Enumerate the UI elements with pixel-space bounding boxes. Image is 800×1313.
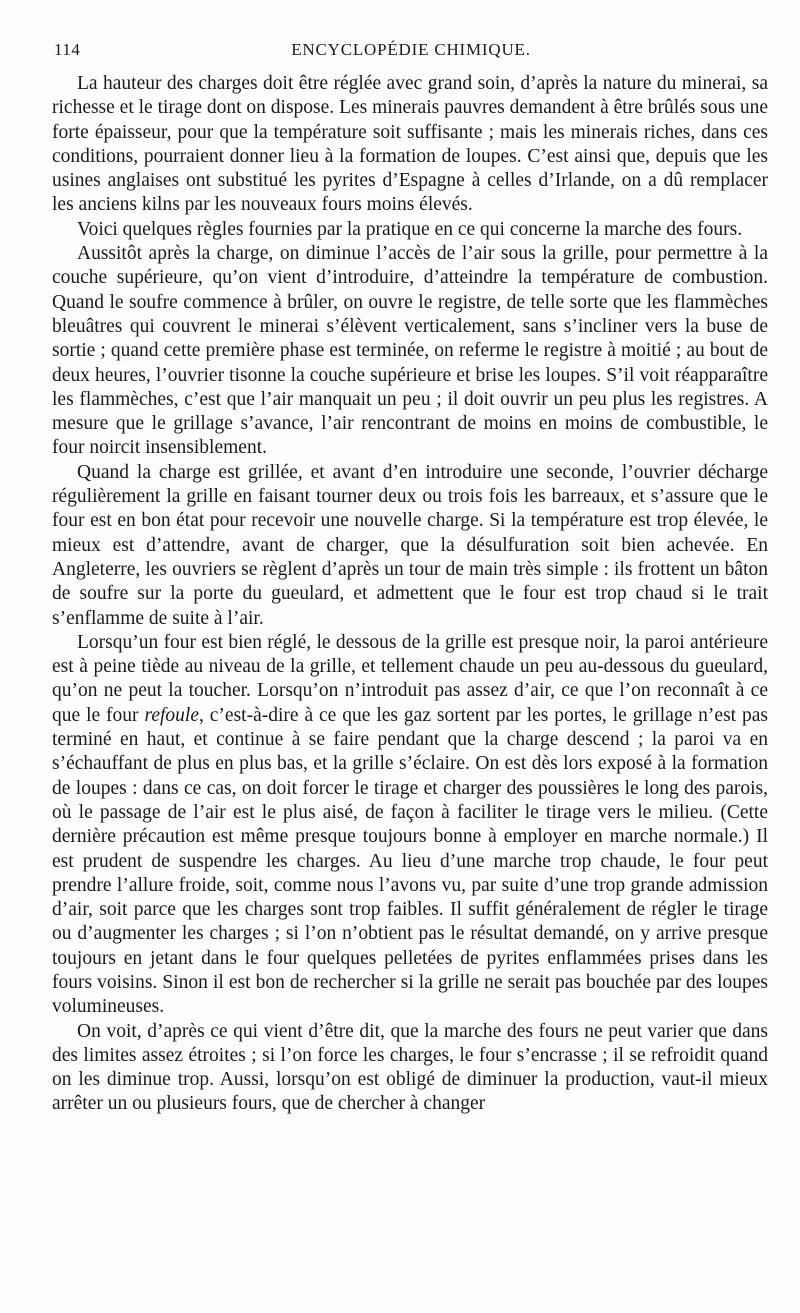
paragraph-after-charge: Aussitôt après la charge, on diminue l’accès de l’air sous la grille, pour permettre à la couche supérieure, qu’on vient d’introduire, d’atteindre la température de combustion. Quand le soufre commence à brûler, on ouvre le registre, de telle sorte que les flammèches bleuâtres qui couvrent le minerai s’élèvent verticalement, sans s’incliner vers la buse de sortie ; quand cette première phase est terminée, on referme le registre à moitié ; au bout de deux heures, l’ouvrier tisonne la couche supérieure et brise les loupes. S’il voit réapparaître les flammèches, c’est que l’air manquait un peu ; il doit ouvrir un peu plus les registres. A mesure que le grillage s’avance, l’air rencontrant de moins en moins de combustible, le four noircit insensiblement. xyxy=(52,243,768,459)
page-number: 114 xyxy=(54,40,81,59)
body-text xyxy=(52,72,768,1117)
italic-term-refoule: refoule xyxy=(144,704,199,726)
paragraph-charge-height: La hauteur des charges doit être réglée avec grand soin, d’après la nature du minerai, sa richesse et le tirage dont on dispose. Les minerais pauvres demandent à être brûlés sous une forte épaisseur, pour que la température soit suffisante ; mais les minerais riches, dans ces conditions, pourraient donner lieu à la formation de loupes. C’est ainsi que, depuis que les usines anglaises ont substitué les pyrites d’Espagne à celles d’Irlande, on a dû remplacer les anciens kilns par les nouveaux fours moins élevés. xyxy=(52,73,768,216)
paragraph-well-regulated-furnace xyxy=(52,631,768,1020)
paragraph-text-after-italic: , c’est-à-dire à ce que les gaz sortent par les portes, le grillage n’est pas terminé en haut, et continue à se faire pendant que la charge descend ; la paroi va en s’échauffant de plus en plus bas, et la grille s’éclaire. On est dès lors exposé à la formation de loupes : dans ce cas, on doit forcer le tirage et charger des poussières le long des parois, où le passage de l’air est le plus aisé, de façon à faciliter le tirage vers le milieu. (Cette dernière précaution est même presque toujours bonne à employer en marche normale.) Il est prudent de suspendre les charges. Au lieu d’une marche trop chaude, le four peut prendre l’allure froide, soit, comme nous l’avons vu, par suite d’une trop grande admission d’air, soit parce que les charges sont trop faibles. Il suffit généralement de régler le tirage ou d’augmenter les charges ; si l’on n’obtient pas le résultat demandé, on y arrive presque toujours en jetant dans le four quelques pelletées de pyrites enflammées prises dans les fours voisins. Sinon il est bon de rechercher si la grille ne serait pas bouchée par des loupes volumineuses. xyxy=(52,704,768,1018)
paragraph-rules-intro: Voici quelques règles fournies par la pratique en ce qui concerne la marche des fours. xyxy=(77,218,743,240)
running-title: ENCYCLOPÉDIE CHIMIQUE. xyxy=(291,40,531,59)
paragraph-furnace-limits: On voit, d’après ce qui vient d’être dit, que la marche des fours ne peut varier que dans des limites assez étroites ; si l’on force les charges, le four s’encrasse ; il se refroidit quand on les diminue trop. Aussi, lorsqu’on est obligé de diminuer la production, vaut-il mieux arrêter un ou plusieurs fours, que de chercher à changer xyxy=(52,1020,768,1115)
paragraph-grilled-charge: Quand la charge est grillée, et avant d’en introduire une seconde, l’ouvrier décharge régulièrement la grille en faisant tourner deux ou trois fois les barreaux, et s’assure que le four est en bon état pour recevoir une nouvelle charge. Si la température est trop élevée, le mieux est d’attendre, avant de charger, que la désulfuration soit bien achevée. En Angleterre, les ouvriers se règlent d’après un tour de main très simple : ils frottent un bâton de soufre sur la porte du gueulard, et admettent que le four est trop chaud si le trait s’enflamme de suite à l’air. xyxy=(52,461,768,629)
paragraph-text-before-italic: Lorsqu’un four est bien réglé, le dessous de la grille est presque noir, la paroi antérieure est à peine tiède au niveau de la grille, et tellement chaude un peu au-dessous du gueulard, qu’on ne peut la toucher. Lorsqu’on n’introduit pas assez d’air, ce que l’on reconnaît à ce que le four xyxy=(52,631,768,726)
page-header xyxy=(54,40,768,68)
